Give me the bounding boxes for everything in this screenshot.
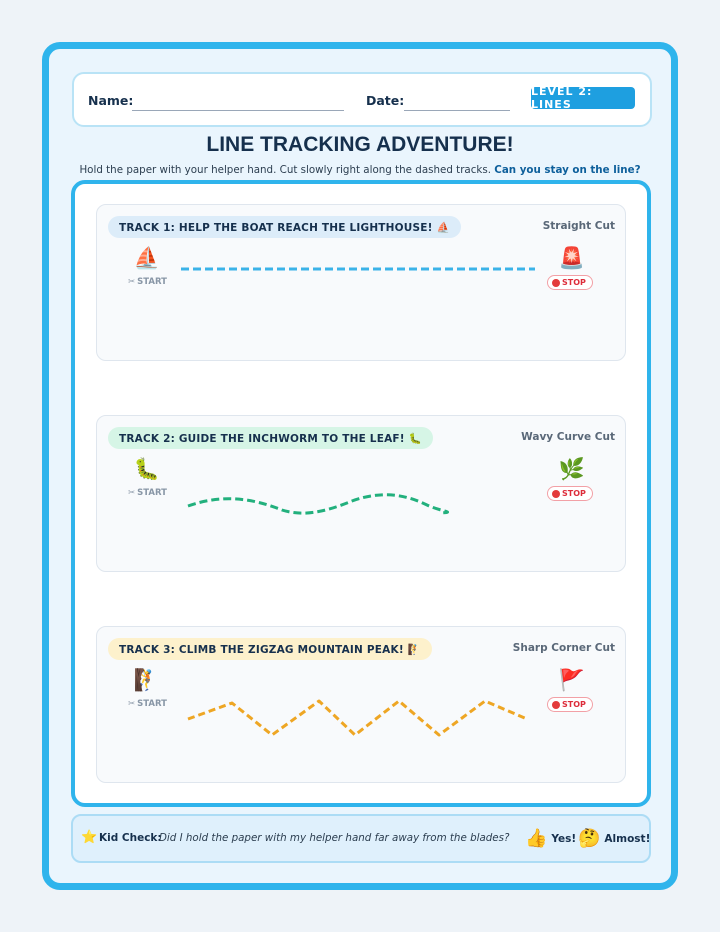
date-label: Date: bbox=[366, 93, 405, 108]
kid-check-label: Kid Check: bbox=[99, 832, 162, 844]
inchworm-icon: 🐛 bbox=[133, 457, 161, 481]
subtitle-emphasis: Can you stay on the line? bbox=[494, 164, 641, 176]
start-label: ✂ START bbox=[128, 488, 167, 498]
date-field[interactable] bbox=[404, 110, 510, 111]
name-field[interactable] bbox=[132, 110, 344, 111]
track-3-line bbox=[188, 701, 527, 735]
almost-label: Almost! bbox=[604, 832, 651, 845]
subtitle-text: Hold the paper with your helper hand. Cut slowly right along the dashed tracks. bbox=[79, 164, 492, 176]
yes-label: Yes! bbox=[551, 832, 577, 845]
boat-icon: ⛵ bbox=[133, 246, 161, 270]
track-title-pill: TRACK 2: GUIDE THE INCHWORM TO THE LEAF! 🐛 bbox=[108, 427, 433, 449]
siren-icon: 🚨 bbox=[558, 246, 586, 270]
level-badge: LEVEL 2: LINES bbox=[531, 87, 635, 109]
page-subtitle bbox=[49, 164, 671, 176]
track-2-line bbox=[188, 495, 448, 513]
thumbs-up-icon: 👍 bbox=[525, 828, 548, 849]
climber-icon: 🧗 bbox=[133, 668, 161, 692]
scissors-icon: ✂ bbox=[128, 277, 136, 287]
name-label: Name: bbox=[88, 93, 134, 108]
flag-icon: 🚩 bbox=[558, 668, 586, 692]
track-title-pill: TRACK 3: CLIMB THE ZIGZAG MOUNTAIN PEAK! 🧗 bbox=[108, 638, 432, 660]
tracks-panel bbox=[71, 180, 651, 807]
scissors-icon: ✂ bbox=[128, 699, 136, 709]
scissors-icon: ✂ bbox=[128, 488, 136, 498]
track-title-pill: TRACK 1: HELP THE BOAT REACH THE LIGHTHOUSE! ⛵ bbox=[108, 216, 461, 238]
track-card-1 bbox=[96, 204, 626, 361]
yes-option[interactable] bbox=[525, 828, 576, 849]
kid-check-question: Did I hold the paper with my helper hand far away from the blades? bbox=[159, 832, 510, 844]
stop-badge: STOP bbox=[547, 486, 593, 501]
cut-type-label: Sharp Corner Cut bbox=[512, 642, 615, 654]
start-label: ✂ START bbox=[128, 277, 167, 287]
worksheet bbox=[42, 42, 678, 890]
stop-badge: STOP bbox=[547, 697, 593, 712]
leaf-icon: 🌿 bbox=[558, 457, 586, 481]
cut-type-label: Straight Cut bbox=[542, 220, 615, 232]
cut-type-label: Wavy Curve Cut bbox=[521, 431, 615, 443]
start-label: ✂ START bbox=[128, 699, 167, 709]
track-card-2 bbox=[96, 415, 626, 572]
almost-option[interactable] bbox=[578, 828, 650, 849]
kid-check-bar bbox=[71, 814, 651, 863]
stop-dot-icon bbox=[552, 279, 560, 287]
stop-dot-icon bbox=[552, 701, 560, 709]
page-title: LINE TRACKING ADVENTURE! bbox=[206, 133, 514, 156]
thinking-face-icon: 🤔 bbox=[578, 828, 601, 849]
header-bar bbox=[72, 72, 652, 127]
stop-dot-icon bbox=[552, 490, 560, 498]
stop-badge: STOP bbox=[547, 275, 593, 290]
track-card-3 bbox=[96, 626, 626, 783]
star-icon: ⭐ bbox=[81, 830, 98, 845]
